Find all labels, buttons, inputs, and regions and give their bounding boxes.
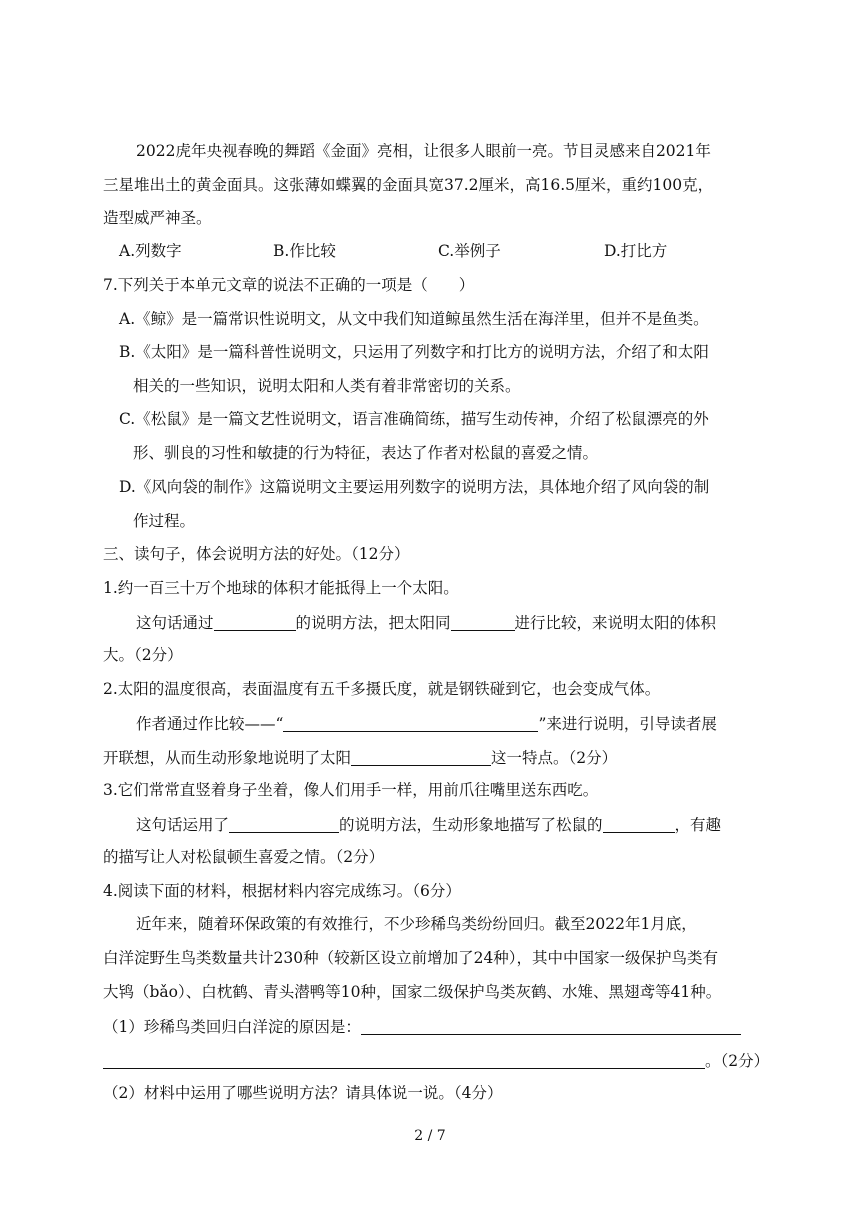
s1-text-b: 的说明方法，把太阳同 xyxy=(295,614,451,632)
s4-q1-text: （1）珍稀鸟类回归白洋淀的原因是： xyxy=(103,1018,361,1036)
s3-text-c: ，有趣 xyxy=(674,816,722,834)
material-line-3: 大鸨（bǎo）、白枕鹤、青头潜鸭等10种，国家二级保护鸟类灰鹤、水雉、黑翅鸢等41种。 xyxy=(103,983,722,1001)
s3-sentence: 3.它们常常直竖着身子坐着，像人们用手一样，用前爪往嘴里送东西吃。 xyxy=(103,781,599,799)
q7-option-c-line1: C.《松鼠》是一篇文艺性说明文，语言准确简练，描写生动传神，介绍了松鼠漂亮的外 xyxy=(119,410,709,428)
q7-option-b-line2: 相关的一些知识，说明太阳和人类有着非常密切的关系。 xyxy=(133,377,521,395)
page-number: 2 / 7 xyxy=(414,1128,446,1144)
q7-option-c-line2: 形、驯良的习性和敏捷的行为特征，表达了作者对松鼠的喜爱之情。 xyxy=(133,444,599,462)
s1-answer-line xyxy=(136,614,716,632)
s2-text-a: 作者通过作比较——“ xyxy=(136,715,284,733)
s2-blank-1[interactable] xyxy=(283,715,538,732)
material-line-1: 近年来，随着环保政策的有效推行，不少珍稀鸟类纷纷回归。截至2022年1月底， xyxy=(136,915,697,933)
s4-q1-blank-1[interactable] xyxy=(361,1018,741,1035)
passage-line-3: 造型威严神圣。 xyxy=(103,209,212,227)
s1-blank-1[interactable] xyxy=(214,614,296,631)
s4-title: 4.阅读下面的材料，根据材料内容完成练习。（6分） xyxy=(103,882,461,900)
s2-text-b: ”来进行说明，引导读者展 xyxy=(538,715,717,733)
option-b: B.作比较 xyxy=(273,242,336,260)
s1-text-a: 这句话通过 xyxy=(136,614,214,632)
q7-option-a: A.《鲸》是一篇常识性说明文，从文中我们知道鲸虽然生活在海洋里，但并不是鱼类。 xyxy=(119,310,709,328)
q7-option-d-line2: 作过程。 xyxy=(133,512,196,530)
material-line-2: 白洋淀野生鸟类数量共计230种（较新区设立前增加了24种），其中中国家一级保护鸟类有 xyxy=(103,949,719,967)
s1-score: 大。（2分） xyxy=(103,646,183,664)
s4-q1-blank-2[interactable] xyxy=(103,1052,705,1069)
s3-score: 的描写让人对松鼠顿生喜爱之情。（2分） xyxy=(103,848,385,866)
passage-line-2: 三星堆出土的黄金面具。这张薄如蝶翼的金面具宽37.2厘米，高16.5厘米，重约100克， xyxy=(103,176,714,194)
s2-blank-2[interactable] xyxy=(351,749,491,766)
s3-text-b: 的说明方法，生动形象地描写了松鼠的 xyxy=(339,816,603,834)
option-c: C.举例子 xyxy=(438,242,501,260)
q7-option-b-line1: B.《太阳》是一篇科普性说明文，只运用了列数字和打比方的说明方法，介绍了和太阳 xyxy=(119,343,709,361)
s1-sentence: 1.约一百三十万个地球的体积才能抵得上一个太阳。 xyxy=(103,579,459,597)
s1-text-c: 进行比较，来说明太阳的体积 xyxy=(514,614,717,632)
q7-option-d-line1: D.《风向袋的制作》这篇说明文主要运用列数字的说明方法，具体地介绍了风向袋的制 xyxy=(119,478,710,496)
s2-text-d: 这一特点。（2分） xyxy=(491,749,618,767)
s3-blank-2[interactable] xyxy=(603,816,675,833)
s1-blank-2[interactable] xyxy=(451,614,515,631)
s2-answer-line-2 xyxy=(103,749,617,767)
s2-answer-line-1 xyxy=(136,715,717,733)
s3-blank-1[interactable] xyxy=(229,816,339,833)
section-3-title: 三、读句子，体会说明方法的好处。（12分） xyxy=(103,545,410,563)
s2-text-c: 开联想，从而生动形象地说明了太阳 xyxy=(103,749,352,767)
s4-q1-score: 。（2分） xyxy=(705,1052,770,1070)
s2-sentence: 2.太阳的温度很高，表面温度有五千多摄氏度，就是钢铁碰到它，也会变成气体。 xyxy=(103,680,661,698)
passage-line-1: 2022虎年央视春晚的舞蹈《金面》亮相，让很多人眼前一亮。节目灵感来自2021年 xyxy=(136,142,711,160)
option-a: A.列数字 xyxy=(119,242,182,260)
s3-text-a: 这句话运用了 xyxy=(136,816,230,834)
q7-stem: 7.下列关于本单元文章的说法不正确的一项是（ ） xyxy=(103,276,475,294)
s4-q1-line xyxy=(103,1018,741,1036)
option-d: D.打比方 xyxy=(604,242,668,260)
s4-q2: （2）材料中运用了哪些说明方法？请具体说一说。（4分） xyxy=(103,1084,503,1102)
s3-answer-line xyxy=(136,816,721,834)
s4-q1-line-2 xyxy=(103,1052,769,1070)
